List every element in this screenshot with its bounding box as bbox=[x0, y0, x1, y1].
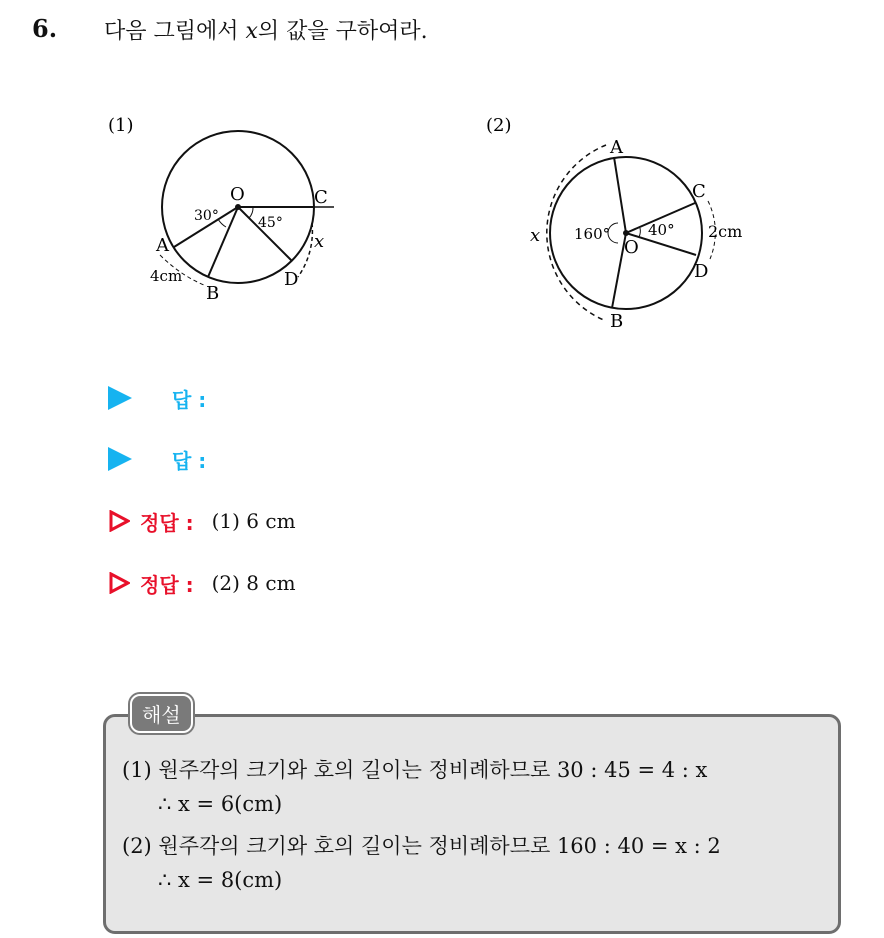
fig1-point-c: C bbox=[314, 187, 328, 208]
figure-2 bbox=[478, 105, 778, 335]
solution-box bbox=[103, 714, 841, 934]
fig2-point-a: A bbox=[610, 137, 623, 158]
fig1-point-d: D bbox=[284, 269, 299, 290]
fig2-arc-ab: x bbox=[530, 225, 541, 246]
blue-triangle-icon bbox=[108, 447, 132, 471]
correct-value-2: (2) 8 cm bbox=[211, 571, 296, 595]
figure-1 bbox=[100, 105, 360, 305]
fig2-point-o: O bbox=[624, 237, 639, 258]
fig2-point-b: B bbox=[610, 311, 624, 332]
question-number: 6. bbox=[32, 14, 58, 43]
question-text bbox=[104, 14, 428, 45]
fig2-angle-40: 40° bbox=[648, 221, 675, 239]
outline-triangle-icon bbox=[108, 572, 130, 594]
blue-triangle-icon bbox=[108, 386, 132, 410]
fig1-angle-45: 45° bbox=[258, 215, 283, 231]
fig2-angle-160: 160° bbox=[574, 225, 611, 243]
answer-row-2 bbox=[108, 444, 206, 474]
correct-label-2: 정답 : bbox=[140, 572, 194, 597]
fig1-point-a: A bbox=[156, 235, 169, 256]
fig1-angle-30: 30° bbox=[194, 208, 219, 224]
correct-row-2 bbox=[108, 568, 296, 598]
fig1-arc-cd: x bbox=[314, 231, 325, 252]
question-text-before: 다음 그림에서 bbox=[104, 19, 246, 44]
fig1-arc-ab: 4cm bbox=[150, 267, 183, 285]
fig2-point-d: D bbox=[694, 261, 709, 282]
correct-label-1: 정답 : bbox=[140, 510, 194, 535]
solution-line-4: ∴ x = 8(cm) bbox=[158, 868, 283, 892]
correct-value-1: (1) 6 cm bbox=[211, 509, 296, 533]
fig1-point-o: O bbox=[230, 184, 245, 205]
solution-tab: 해설 bbox=[130, 694, 193, 733]
answer-label-2: 답 : bbox=[172, 448, 207, 473]
question-text-after: 의 값을 구하여라. bbox=[257, 19, 428, 44]
solution-line-3: (2) 원주각의 크기와 호의 길이는 정비례하므로 160 : 40 = x : 2 bbox=[122, 834, 721, 858]
question-variable: x bbox=[245, 19, 258, 44]
fig1-point-b: B bbox=[206, 283, 220, 304]
fig2-point-c: C bbox=[692, 181, 706, 202]
answer-label-1: 답 : bbox=[172, 387, 207, 412]
figure-1-label: (1) bbox=[108, 115, 134, 136]
solution-line-1: (1) 원주각의 크기와 호의 길이는 정비례하므로 30 : 45 = 4 : x bbox=[122, 758, 708, 782]
correct-row-1 bbox=[108, 506, 296, 536]
answer-row-1 bbox=[108, 383, 206, 413]
fig2-arc-cd: 2cm bbox=[708, 222, 743, 241]
figure-2-label: (2) bbox=[486, 115, 512, 136]
outline-triangle-icon bbox=[108, 510, 130, 532]
solution-line-2: ∴ x = 6(cm) bbox=[158, 792, 283, 816]
